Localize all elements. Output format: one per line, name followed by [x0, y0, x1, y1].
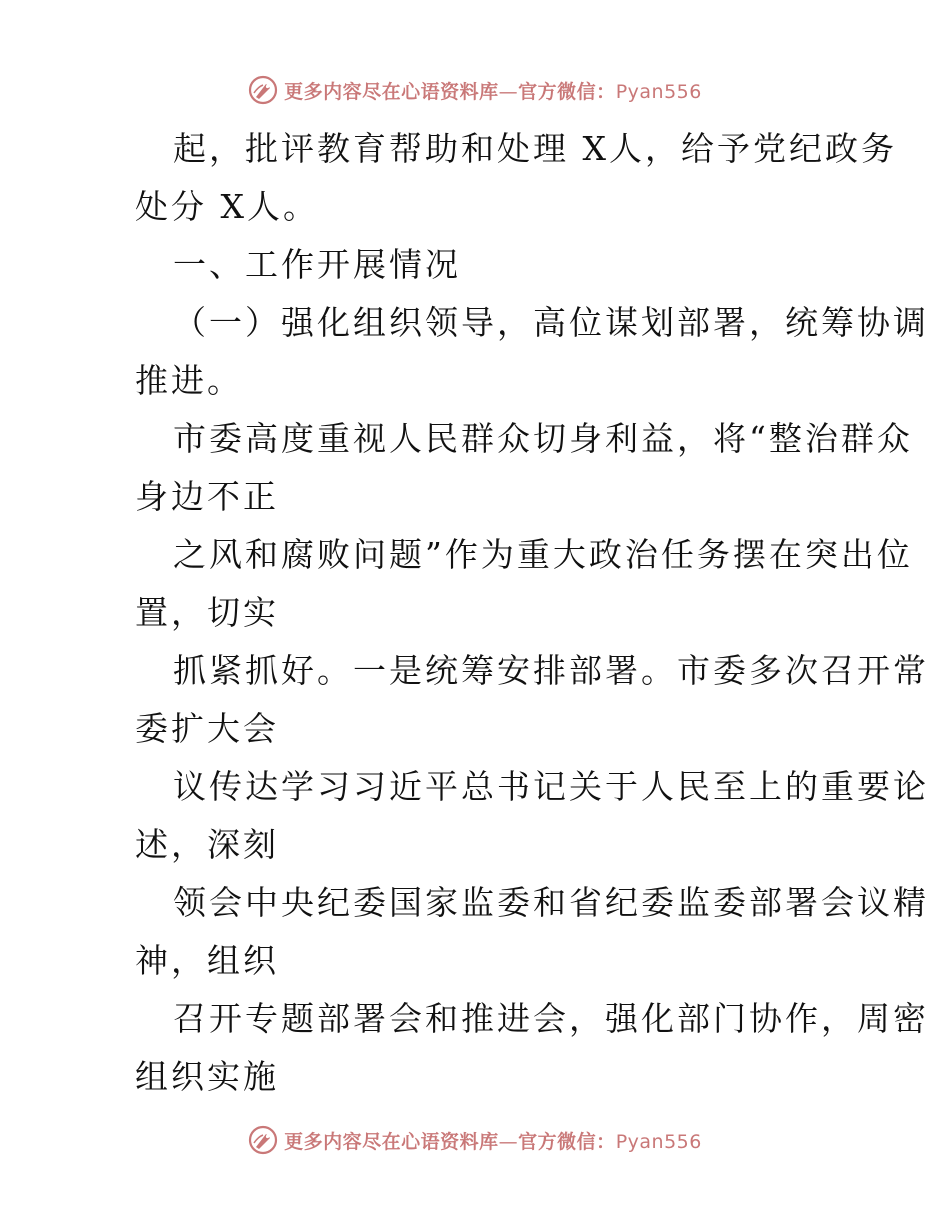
- document-body: [97, 120, 929, 1106]
- body-line: 起，批评教育帮助和处理 X人，给予党纪政务: [173, 129, 897, 168]
- watermark-banner-bottom: [0, 1122, 950, 1158]
- body-line: 召开专题部署会和推进会，强化部门协作，周密: [173, 999, 929, 1038]
- body-line: 市委高度重视人民群众切身利益，将“整治群众: [173, 419, 913, 458]
- body-line: 推进。: [135, 361, 243, 400]
- pen-nib-logo-icon: [248, 75, 278, 105]
- body-paragraph-lines: [97, 120, 929, 1106]
- section-heading: 一、工作开展情况: [173, 245, 461, 284]
- body-line: 置，切实: [135, 593, 279, 632]
- body-line: 处分 X人。: [135, 187, 319, 226]
- body-line: 之风和腐败问题”作为重大政治任务摆在突出位: [173, 535, 913, 574]
- watermark-dash: —: [498, 1130, 519, 1153]
- watermark-account-label: 官方微信：: [518, 1130, 616, 1153]
- watermark-banner-top: [0, 72, 950, 108]
- body-line: 抓紧抓好。一是统筹安排部署。市委多次召开常: [173, 651, 929, 690]
- body-line: 领会中央纪委国家监委和省纪委监委部署会议精: [173, 883, 929, 922]
- pen-nib-logo-icon: [248, 1125, 278, 1155]
- body-line: 组织实施: [135, 1057, 279, 1096]
- body-line: 述，深刻: [135, 825, 279, 864]
- body-line: 议传达学习习近平总书记关于人民至上的重要论: [173, 767, 929, 806]
- watermark-account-id: Pyan556: [615, 1130, 702, 1153]
- watermark-dash: —: [498, 80, 519, 103]
- body-line: 委扩大会: [135, 709, 279, 748]
- watermark-main-text: 更多内容尽在心语资料库: [284, 1130, 499, 1153]
- subsection-heading: （一）强化组织领导，高位谋划部署，统筹协调: [173, 303, 929, 342]
- body-line: 身边不正: [135, 477, 279, 516]
- body-line: 神，组织: [135, 941, 279, 980]
- watermark-main-text: 更多内容尽在心语资料库: [284, 80, 499, 103]
- watermark-account-id: Pyan556: [615, 80, 702, 103]
- watermark-account-label: 官方微信：: [518, 80, 616, 103]
